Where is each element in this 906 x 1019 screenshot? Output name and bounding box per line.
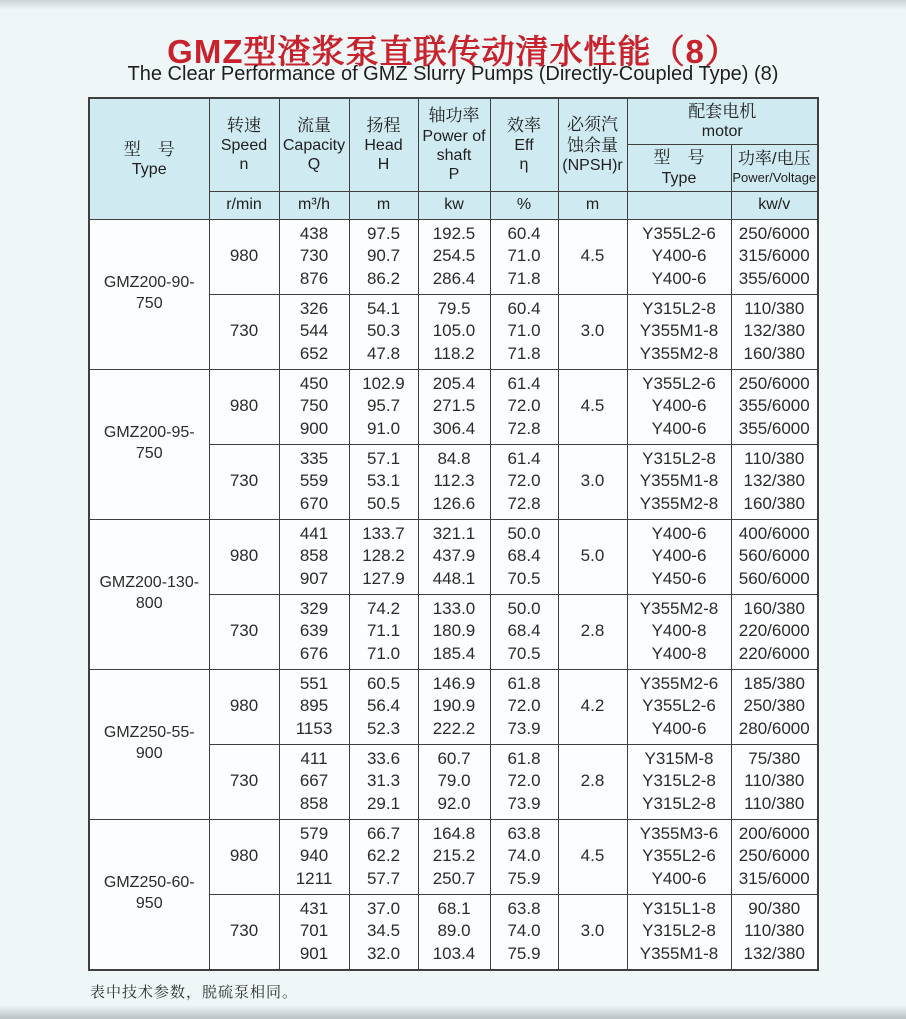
capacity-cell: 579 940 1211 (279, 819, 349, 894)
col-header-npsh: 必须汽蚀余量 (NPSH)r (558, 98, 627, 191)
capacity-cell: 326 544 652 (279, 294, 349, 369)
col-header-capacity: 流量 Capacity Q (279, 98, 349, 191)
table-row (89, 369, 818, 444)
motor-type-cell: Y315M-8 Y315L2-8 Y315L2-8 (627, 744, 731, 819)
capacity-cell: 329 639 676 (279, 594, 349, 669)
head-cell: 37.0 34.5 32.0 (349, 894, 418, 970)
npsh-cell: 4.2 (558, 669, 627, 744)
shaft-power-cell: 68.1 89.0 103.4 (418, 894, 490, 970)
capacity-cell: 441 858 907 (279, 519, 349, 594)
efficiency-cell: 60.4 71.0 71.8 (490, 219, 558, 294)
unit-capacity: m³/h (279, 191, 349, 219)
speed-cell: 980 (209, 669, 279, 744)
efficiency-cell: 50.0 68.4 70.5 (490, 594, 558, 669)
table-body (89, 219, 818, 970)
unit-head: m (349, 191, 418, 219)
capacity-cell: 431 701 901 (279, 894, 349, 970)
capacity-cell: 411 667 858 (279, 744, 349, 819)
motor-type-cell: Y355L2-6 Y400-6 Y400-6 (627, 219, 731, 294)
motor-type-cell: Y355M2-8 Y400-8 Y400-8 (627, 594, 731, 669)
speed-cell: 730 (209, 444, 279, 519)
npsh-cell: 3.0 (558, 294, 627, 369)
efficiency-cell: 60.4 71.0 71.8 (490, 294, 558, 369)
col-header-motor-power: 功率/电压 Power/Voltage (731, 144, 818, 191)
speed-cell: 730 (209, 294, 279, 369)
capacity-cell: 551 895 1153 (279, 669, 349, 744)
speed-cell: 980 (209, 369, 279, 444)
shaft-power-cell: 164.8 215.2 250.7 (418, 819, 490, 894)
unit-speed: r/min (209, 191, 279, 219)
head-cell: 133.7 128.2 127.9 (349, 519, 418, 594)
head-cell: 66.7 62.2 57.7 (349, 819, 418, 894)
speed-cell: 980 (209, 519, 279, 594)
efficiency-cell: 63.8 74.0 75.9 (490, 894, 558, 970)
scan-top-edge (0, 0, 906, 10)
shaft-power-cell: 192.5 254.5 286.4 (418, 219, 490, 294)
head-cell: 74.2 71.1 71.0 (349, 594, 418, 669)
table-row (89, 669, 818, 744)
motor-type-cell: Y315L1-8 Y315L2-8 Y355M1-8 (627, 894, 731, 970)
unit-npsh: m (558, 191, 627, 219)
motor-power-cell: 250/6000 315/6000 355/6000 (731, 219, 818, 294)
speed-cell: 730 (209, 894, 279, 970)
motor-power-cell: 160/380 220/6000 220/6000 (731, 594, 818, 669)
capacity-cell: 335 559 670 (279, 444, 349, 519)
motor-power-cell: 110/380 132/380 160/380 (731, 294, 818, 369)
capacity-cell: 450 750 900 (279, 369, 349, 444)
npsh-cell: 4.5 (558, 819, 627, 894)
motor-power-cell: 75/380 110/380 110/380 (731, 744, 818, 819)
motor-type-cell: Y355M3-6 Y355L2-6 Y400-6 (627, 819, 731, 894)
motor-power-cell: 250/6000 355/6000 355/6000 (731, 369, 818, 444)
shaft-power-cell: 205.4 271.5 306.4 (418, 369, 490, 444)
npsh-cell: 3.0 (558, 444, 627, 519)
pump-model-cell: GMZ250-60-950 (89, 819, 209, 970)
page-title: GMZ型渣浆泵直联传动清水性能（8） (167, 33, 739, 70)
motor-power-cell: 185/380 250/380 280/6000 (731, 669, 818, 744)
shaft-power-cell: 79.5 105.0 118.2 (418, 294, 490, 369)
table-row (89, 519, 818, 594)
speed-cell: 980 (209, 219, 279, 294)
col-header-efficiency: 效率 Eff η (490, 98, 558, 191)
motor-type-cell: Y355L2-6 Y400-6 Y400-6 (627, 369, 731, 444)
motor-power-cell: 90/380 110/380 132/380 (731, 894, 818, 970)
npsh-cell: 2.8 (558, 744, 627, 819)
efficiency-cell: 61.4 72.0 72.8 (490, 369, 558, 444)
speed-cell: 730 (209, 594, 279, 669)
speed-cell: 980 (209, 819, 279, 894)
pump-model-cell: GMZ200-95-750 (89, 369, 209, 519)
motor-type-cell: Y315L2-8 Y355M1-8 Y355M2-8 (627, 294, 731, 369)
scan-bottom-edge (0, 1005, 906, 1019)
shaft-power-cell: 133.0 180.9 185.4 (418, 594, 490, 669)
motor-type-cell: Y315L2-8 Y355M1-8 Y355M2-8 (627, 444, 731, 519)
motor-power-cell: 110/380 132/380 160/380 (731, 444, 818, 519)
npsh-cell: 3.0 (558, 894, 627, 970)
head-cell: 97.5 90.7 86.2 (349, 219, 418, 294)
efficiency-cell: 61.4 72.0 72.8 (490, 444, 558, 519)
shaft-power-cell: 146.9 190.9 222.2 (418, 669, 490, 744)
col-header-motor-group: 配套电机 motor (627, 98, 818, 144)
col-header-pump-type: 型 号 Type (89, 98, 209, 219)
npsh-cell: 5.0 (558, 519, 627, 594)
efficiency-cell: 61.8 72.0 73.9 (490, 669, 558, 744)
shaft-power-cell: 321.1 437.9 448.1 (418, 519, 490, 594)
table-row (89, 819, 818, 894)
page-subtitle: The Clear Performance of GMZ Slurry Pumps (Directly-Coupled Type) (8) (127, 63, 779, 85)
pump-model-cell: GMZ250-55-900 (89, 669, 209, 819)
col-header-motor-type: 型 号 Type (627, 144, 731, 191)
efficiency-cell: 61.8 72.0 73.9 (490, 744, 558, 819)
performance-table (88, 97, 819, 971)
col-header-head: 扬程 Head H (349, 98, 418, 191)
motor-type-cell: Y355M2-6 Y355L2-6 Y400-6 (627, 669, 731, 744)
unit-motor-power: kw/v (731, 191, 818, 219)
col-header-speed: 转速 Speed n (209, 98, 279, 191)
npsh-cell: 4.5 (558, 369, 627, 444)
pump-model-cell: GMZ200-90-750 (89, 219, 209, 369)
head-cell: 57.1 53.1 50.5 (349, 444, 418, 519)
unit-motor-type (627, 191, 731, 219)
motor-type-cell: Y400-6 Y400-6 Y450-6 (627, 519, 731, 594)
unit-efficiency: % (490, 191, 558, 219)
head-cell: 60.5 56.4 52.3 (349, 669, 418, 744)
table-row (89, 219, 818, 294)
col-header-shaft-power: 轴功率 Power of shaft P (418, 98, 490, 191)
capacity-cell: 438 730 876 (279, 219, 349, 294)
motor-power-cell: 400/6000 560/6000 560/6000 (731, 519, 818, 594)
unit-shaft-power: kw (418, 191, 490, 219)
efficiency-cell: 63.8 74.0 75.9 (490, 819, 558, 894)
head-cell: 33.6 31.3 29.1 (349, 744, 418, 819)
head-cell: 102.9 95.7 91.0 (349, 369, 418, 444)
shaft-power-cell: 84.8 112.3 126.6 (418, 444, 490, 519)
head-cell: 54.1 50.3 47.8 (349, 294, 418, 369)
speed-cell: 730 (209, 744, 279, 819)
shaft-power-cell: 60.7 79.0 92.0 (418, 744, 490, 819)
npsh-cell: 2.8 (558, 594, 627, 669)
efficiency-cell: 50.0 68.4 70.5 (490, 519, 558, 594)
motor-power-cell: 200/6000 250/6000 315/6000 (731, 819, 818, 894)
table-header (89, 98, 818, 219)
footnote: 表中技术参数，脱硫泵相同。 (90, 984, 299, 1001)
npsh-cell: 4.5 (558, 219, 627, 294)
pump-model-cell: GMZ200-130-800 (89, 519, 209, 669)
